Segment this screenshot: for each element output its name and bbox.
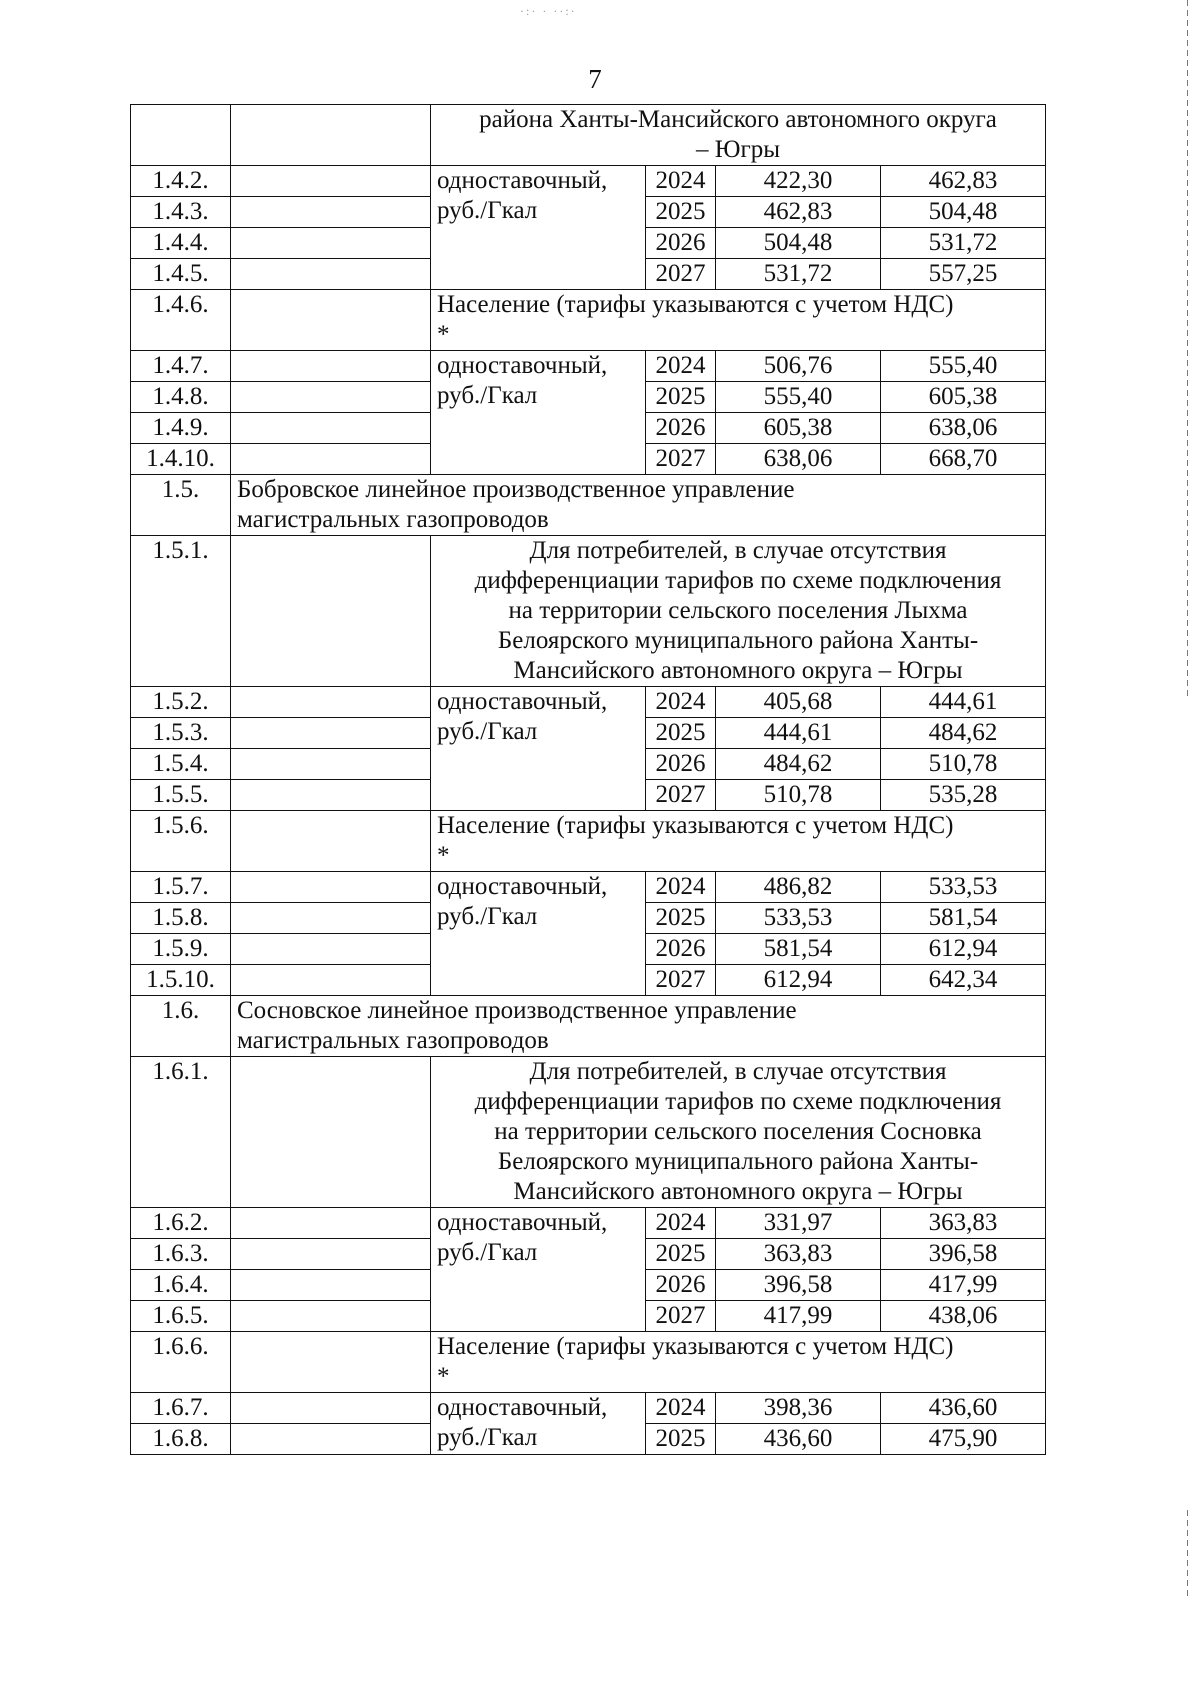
tariff-value-1: 444,61 [716,718,881,749]
table-row [131,811,1046,872]
tariff-value-1: 363,83 [716,1239,881,1270]
carryover-line: района Ханты-Мансийского автономного округа [479,106,997,133]
tariff-value-2: 504,48 [881,197,1046,228]
tariff-value-1: 555,40 [716,382,881,413]
empty-cell [231,290,431,351]
consumers-line: Мансийского автономного округа – Югры [513,1178,963,1205]
section-row [131,996,1046,1057]
tariff-value-1: 462,83 [716,197,881,228]
empty-cell [231,1301,431,1332]
row-number: 1.6.4. [131,1270,231,1301]
population-note [431,811,1046,872]
rate-type-label: одноставочный, [437,167,608,194]
tariff-value-1: 417,99 [716,1301,881,1332]
rate-type-cell [431,1393,646,1455]
year-cell: 2027 [646,965,716,996]
year-cell: 2024 [646,1208,716,1239]
row-number: 1.5.8. [131,903,231,934]
empty-cell [231,1270,431,1301]
row-number: 1.6.6. [131,1332,231,1393]
tariff-value-2: 396,58 [881,1239,1046,1270]
tariff-value-1: 506,76 [716,351,881,382]
row-number: 1.4.3. [131,197,231,228]
row-number: 1.5.10. [131,965,231,996]
consumers-line: дифференциации тарифов по схеме подключения [474,567,1002,594]
tariff-value-1: 422,30 [716,166,881,197]
tariff-value-1: 510,78 [716,780,881,811]
consumers-line: на территории сельского поселения Лыхма [508,597,968,624]
empty-cell [231,382,431,413]
empty-cell [231,259,431,290]
footnote-mark: * [437,321,450,348]
year-cell: 2026 [646,934,716,965]
tariff-value-2: 605,38 [881,382,1046,413]
tariff-value-1: 405,68 [716,687,881,718]
rate-type-label: одноставочный, [437,352,608,379]
empty-cell [231,444,431,475]
empty-cell [231,351,431,382]
rate-unit-label: руб./Гкал [437,382,538,409]
tariff-value-2: 668,70 [881,444,1046,475]
row-number: 1.5.6. [131,811,231,872]
row-number: 1.6.5. [131,1301,231,1332]
tariff-value-1: 638,06 [716,444,881,475]
tariff-value-1: 605,38 [716,413,881,444]
tariff-value-1: 612,94 [716,965,881,996]
rate-unit-label: руб./Гкал [437,1239,538,1266]
empty-cell [231,1393,431,1424]
tariff-value-2: 363,83 [881,1208,1046,1239]
row-number: 1.4.10. [131,444,231,475]
tariff-value-2: 436,60 [881,1393,1046,1424]
tariff-value-1: 331,97 [716,1208,881,1239]
year-cell: 2027 [646,444,716,475]
row-number: 1.5.3. [131,718,231,749]
section-title-line: Бобровское линейное производственное управление [237,476,795,503]
tariff-value-1: 581,54 [716,934,881,965]
table-row [131,1057,1046,1208]
tariff-value-2: 581,54 [881,903,1046,934]
population-note [431,1332,1046,1393]
page-edge-mark [1187,1510,1188,1600]
rate-type-label: одноставочный, [437,1394,608,1421]
consumers-line: дифференциации тарифов по схеме подключения [474,1088,1002,1115]
rate-type-cell [431,872,646,996]
tariff-value-2: 444,61 [881,687,1046,718]
tariff-value-1: 398,36 [716,1393,881,1424]
row-number: 1.6.8. [131,1424,231,1455]
section-title-line: магистральных газопроводов [237,506,549,533]
empty-cell [231,197,431,228]
tariff-value-1: 396,58 [716,1270,881,1301]
population-text: Население (тарифы указываются с учетом НДС) [437,1333,954,1360]
empty-cell [231,811,431,872]
empty-cell [231,934,431,965]
row-number: 1.4.5. [131,259,231,290]
empty-cell [231,105,431,166]
row-number: 1.4.9. [131,413,231,444]
row-number: 1.4.7. [131,351,231,382]
population-text: Население (тарифы указываются с учетом НДС) [437,812,954,839]
row-number: 1.5.1. [131,536,231,687]
row-number: 1.6.7. [131,1393,231,1424]
year-cell: 2025 [646,197,716,228]
year-cell: 2024 [646,166,716,197]
row-number: 1.5.7. [131,872,231,903]
table-row [131,351,1046,382]
row-number: 1.6.2. [131,1208,231,1239]
tariff-value-2: 438,06 [881,1301,1046,1332]
table-row [131,1332,1046,1393]
section-title-line: Сосновское линейное производственное управление [237,997,797,1024]
tariff-value-2: 510,78 [881,749,1046,780]
row-number: 1.5.9. [131,934,231,965]
year-cell: 2025 [646,1239,716,1270]
tariff-value-2: 557,25 [881,259,1046,290]
tariff-value-1: 533,53 [716,903,881,934]
year-cell: 2026 [646,228,716,259]
tariff-value-2: 462,83 [881,166,1046,197]
consumers-line: Для потребителей, в случае отсутствия [529,537,947,564]
tariff-value-1: 486,82 [716,872,881,903]
tariff-value-2: 531,72 [881,228,1046,259]
row-number: 1.4.6. [131,290,231,351]
year-cell: 2026 [646,413,716,444]
tariff-value-2: 555,40 [881,351,1046,382]
table-row [131,1208,1046,1239]
scan-noise: ·:· · ··:· [520,4,577,18]
rate-type-cell [431,1208,646,1332]
empty-cell [231,1208,431,1239]
rate-type-cell [431,166,646,290]
empty-cell [231,872,431,903]
empty-cell [231,1239,431,1270]
rate-unit-label: руб./Гкал [437,903,538,930]
section-title-line: магистральных газопроводов [237,1027,549,1054]
rate-type-label: одноставочный, [437,873,608,900]
empty-cell [231,718,431,749]
rate-type-cell [431,687,646,811]
year-cell: 2024 [646,1393,716,1424]
row-number: 1.5.4. [131,749,231,780]
year-cell: 2025 [646,1424,716,1455]
table-row [131,1393,1046,1424]
consumers-line: на территории сельского поселения Сосновка [494,1118,982,1145]
consumers-description [431,1057,1046,1208]
year-cell: 2027 [646,1301,716,1332]
rate-type-label: одноставочный, [437,1209,608,1236]
rate-type-cell [431,351,646,475]
table-row [131,290,1046,351]
row-number-cell [131,105,231,166]
tariff-value-1: 531,72 [716,259,881,290]
tariff-value-2: 642,34 [881,965,1046,996]
year-cell: 2025 [646,718,716,749]
empty-cell [231,965,431,996]
row-number: 1.5.2. [131,687,231,718]
population-text: Население (тарифы указываются с учетом НДС) [437,291,954,318]
empty-cell [231,1332,431,1393]
year-cell: 2027 [646,780,716,811]
consumers-line: Для потребителей, в случае отсутствия [529,1058,947,1085]
year-cell: 2024 [646,872,716,903]
section-title [231,996,1046,1057]
consumers-line: Мансийского автономного округа – Югры [513,657,963,684]
row-number: 1.6.3. [131,1239,231,1270]
carryover-text [431,105,1046,166]
rate-unit-label: руб./Гкал [437,718,538,745]
empty-cell [231,228,431,259]
year-cell: 2026 [646,1270,716,1301]
consumers-description [431,536,1046,687]
consumers-line: Белоярского муниципального района Ханты- [497,627,979,654]
population-note [431,290,1046,351]
empty-cell [231,1424,431,1455]
empty-cell [231,1057,431,1208]
empty-cell [231,536,431,687]
row-number: 1.4.2. [131,166,231,197]
section-row [131,475,1046,536]
row-number: 1.5.5. [131,780,231,811]
table-row [131,536,1046,687]
rate-unit-label: руб./Гкал [437,1424,538,1451]
tariff-value-1: 504,48 [716,228,881,259]
year-cell: 2025 [646,903,716,934]
footnote-mark: * [437,1363,450,1390]
tariff-value-2: 484,62 [881,718,1046,749]
empty-cell [231,749,431,780]
row-number: 1.4.4. [131,228,231,259]
table-row [131,872,1046,903]
empty-cell [231,166,431,197]
footnote-mark: * [437,842,450,869]
tariff-table [130,104,1046,1455]
tariff-value-1: 436,60 [716,1424,881,1455]
year-cell: 2024 [646,351,716,382]
tariff-value-2: 417,99 [881,1270,1046,1301]
empty-cell [231,780,431,811]
year-cell: 2027 [646,259,716,290]
tariff-value-2: 612,94 [881,934,1046,965]
section-number: 1.6. [131,996,231,1057]
page-number: 7 [588,64,602,94]
empty-cell [231,687,431,718]
tariff-value-2: 535,28 [881,780,1046,811]
tariff-value-2: 533,53 [881,872,1046,903]
section-number: 1.5. [131,475,231,536]
year-cell: 2025 [646,382,716,413]
section-title [231,475,1046,536]
empty-cell [231,413,431,444]
table-row [131,105,1046,166]
tariff-value-2: 638,06 [881,413,1046,444]
year-cell: 2026 [646,749,716,780]
row-number: 1.4.8. [131,382,231,413]
year-cell: 2024 [646,687,716,718]
empty-cell [231,903,431,934]
tariff-value-2: 475,90 [881,1424,1046,1455]
table-row [131,687,1046,718]
rate-unit-label: руб./Гкал [437,197,538,224]
page-edge-mark [1187,470,1188,700]
tariff-value-1: 484,62 [716,749,881,780]
rate-type-label: одноставочный, [437,688,608,715]
row-number: 1.6.1. [131,1057,231,1208]
table-row [131,166,1046,197]
carryover-line: – Югры [696,136,781,163]
consumers-line: Белоярского муниципального района Ханты- [497,1148,979,1175]
